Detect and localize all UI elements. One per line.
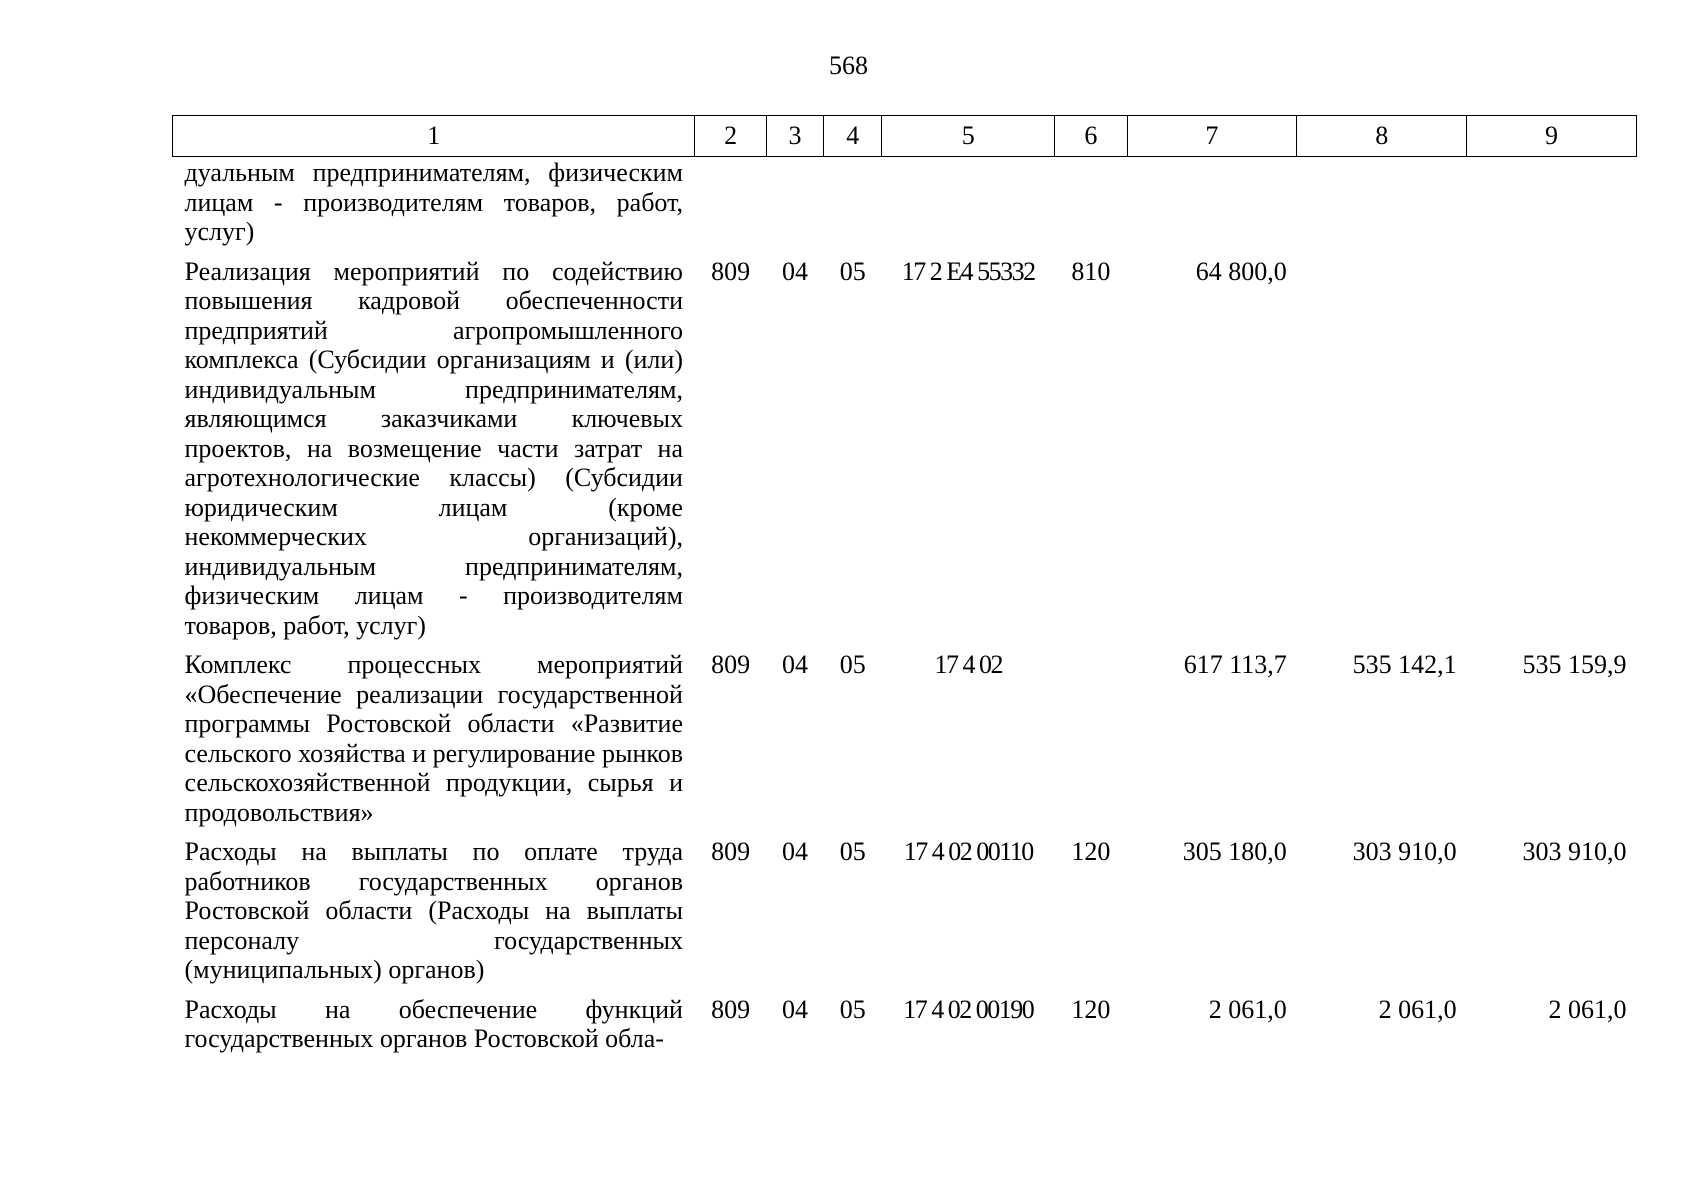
row-value-2: 535 142,1 (1352, 650, 1457, 679)
table-row (173, 995, 1637, 1064)
row-ved: 809 (711, 994, 751, 1024)
row-ved: 809 (711, 837, 751, 866)
header-cell: 1 (173, 116, 695, 157)
table-row (173, 837, 1637, 995)
row-value-3: 303 910,0 (1522, 837, 1627, 866)
header-cell: 7 (1127, 116, 1297, 157)
row-value-2: 2 061,0 (1378, 994, 1457, 1024)
row-value-3: 2 061,0 (1548, 994, 1627, 1024)
row-name: Расходы на выплаты по оплате труда работников государственных органов Ростовской области (Расходы на выплаты персоналу государственных (муниципальных) органов) (184, 837, 683, 984)
row-ved (695, 157, 766, 257)
row-rz (766, 157, 823, 257)
row-vr: 810 (1071, 256, 1111, 286)
header-cell: 2 (695, 116, 766, 157)
row-pr: 05 (839, 256, 866, 286)
row-name: дуальным предпринимателям, физическим лицам - производителям товаров, работ, услуг) (184, 158, 683, 246)
row-value-2 (1297, 157, 1467, 257)
table-row (173, 650, 1637, 837)
row-vr: 120 (1071, 994, 1111, 1024)
row-pr: 05 (839, 650, 866, 679)
row-value-1: 64 800,0 (1195, 256, 1287, 286)
row-value-3: 535 159,9 (1522, 650, 1627, 679)
table-header-row (173, 116, 1637, 157)
header-cell: 6 (1055, 116, 1127, 157)
row-vr (1055, 157, 1127, 257)
row-csr (882, 157, 1055, 257)
row-vr (1055, 650, 1127, 837)
row-value-3 (1467, 157, 1637, 257)
row-pr (824, 157, 882, 257)
row-csr: 17 4 02 (934, 650, 1002, 679)
row-name: Расходы на обеспечение функций государственных органов Ростовской обла- (184, 994, 683, 1053)
header-cell: 5 (882, 116, 1055, 157)
table-row (173, 257, 1637, 651)
row-value-1 (1127, 157, 1297, 257)
row-csr: 17 2 Е4 55332 (901, 256, 1035, 286)
row-value-1: 2 061,0 (1208, 994, 1287, 1024)
table-row (173, 157, 1637, 257)
header-cell: 4 (824, 116, 882, 157)
row-value-3 (1467, 257, 1637, 651)
row-vr: 120 (1071, 837, 1111, 866)
page-number: 568 (829, 51, 868, 80)
row-csr: 17 4 02 00110 (903, 837, 1033, 866)
row-ved: 809 (711, 256, 751, 286)
header-cell: 9 (1467, 116, 1637, 157)
row-rz: 04 (781, 650, 808, 679)
row-value-2: 303 910,0 (1352, 837, 1457, 866)
row-csr: 17 4 02 00190 (903, 994, 1034, 1024)
row-rz: 04 (781, 256, 808, 286)
row-pr: 05 (839, 837, 866, 866)
row-pr: 05 (839, 994, 866, 1024)
budget-table (172, 115, 1637, 1064)
row-name: Реализация мероприятий по содействию повышения кадровой обеспеченности предприятий агропромышленного комплекса (Субсидии организациям и (или) индивидуальным предпринимателям, являющимся заказчиками ключевых проектов, на возмещение части затрат на агротехнологические классы) (Субсидии юридическим лицам (кроме некоммерческих организаций), индивидуальным предпринимателям, физическим лицам - производителям товаров, работ, услуг) (184, 256, 683, 640)
row-rz: 04 (781, 994, 808, 1024)
row-value-1: 305 180,0 (1182, 837, 1287, 866)
header-cell: 8 (1297, 116, 1467, 157)
header-cell: 3 (766, 116, 823, 157)
row-ved: 809 (711, 650, 751, 679)
row-value-1: 617 113,7 (1183, 650, 1287, 679)
row-value-2 (1297, 257, 1467, 651)
row-rz: 04 (781, 837, 808, 866)
row-name: Комплекс процессных мероприятий «Обеспечение реализации государственной программы Ростовской области «Развитие сельского хозяйства и регулирование рынков сельскохозяйственной продукции, сырья и продовольствия» (184, 650, 683, 827)
